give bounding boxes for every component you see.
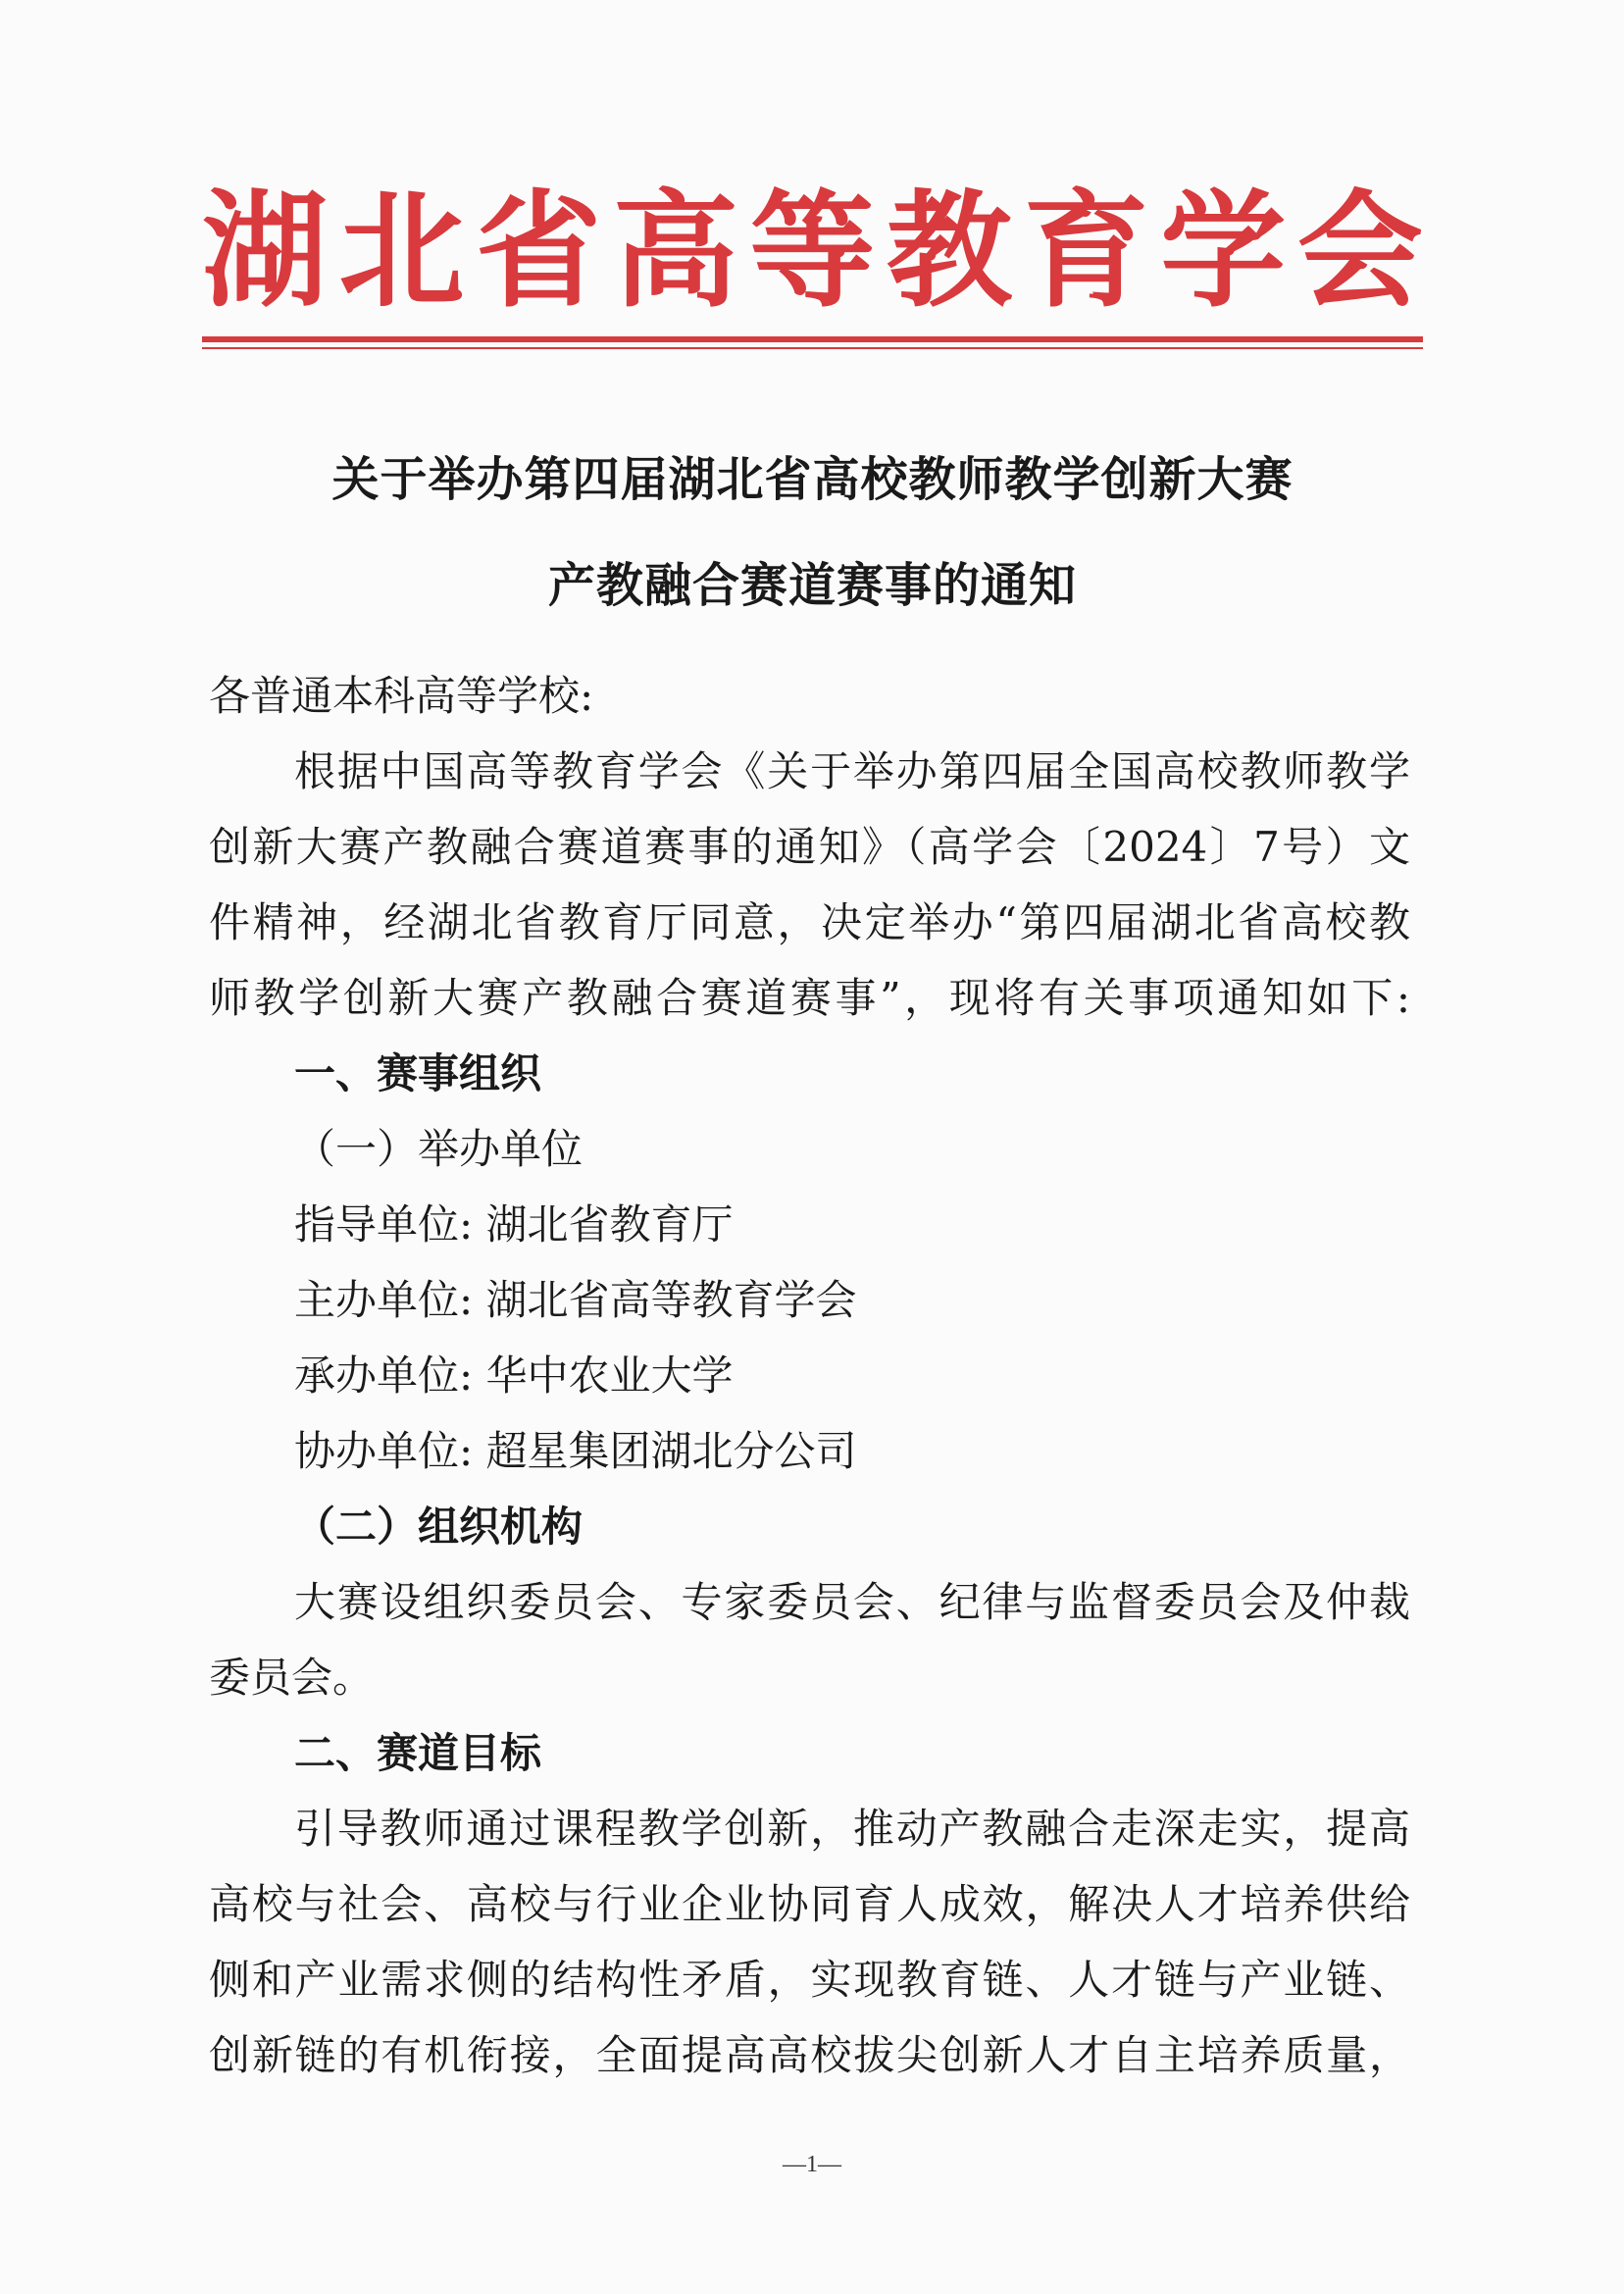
letterhead-rule-thick — [202, 336, 1423, 342]
letterhead-char: 教 — [887, 178, 1013, 325]
letterhead-char: 学 — [1160, 178, 1287, 325]
paragraph-line: 大赛设组织委员会、专家委员会、纪律与监督委员会及仲裁 — [294, 1578, 1410, 1626]
document-title-line-2: 产教融合赛道赛事的通知 — [547, 558, 1077, 613]
list-item: 承办单位: 华中农业大学 — [294, 1351, 734, 1400]
section-heading: 一、赛事组织 — [294, 1049, 542, 1097]
document-title-line-1: 关于举办第四届湖北省高校教师教学创新大赛 — [331, 452, 1294, 507]
letterhead-char: 育 — [1023, 178, 1149, 325]
paragraph-line: 根据中国高等教育学会《关于举办第四届全国高校教师教学 — [294, 747, 1410, 795]
paragraph-line: 委员会。 — [209, 1654, 375, 1702]
paragraph-line: 侧和产业需求侧的结构性矛盾，实现教育链、人才链与产业链、 — [209, 1956, 1410, 2004]
paragraph-line: 创新链的有机衔接，全面提高高校拔尖创新人才自主培养质量， — [209, 2031, 1410, 2079]
letterhead-title — [202, 173, 1423, 330]
page-number: —1— — [783, 2152, 841, 2177]
subsection-heading: （一）举办单位 — [294, 1125, 584, 1173]
letterhead-char: 会 — [1296, 178, 1423, 325]
section-heading: 二、赛道目标 — [294, 1729, 542, 1777]
list-item: 指导单位: 湖北省教育厅 — [294, 1200, 734, 1249]
paragraph-line: 创新大赛产教融合赛道赛事的通知》（高学会〔2024〕7号）文 — [209, 823, 1410, 871]
letterhead-rule-thin — [202, 347, 1423, 349]
letterhead-char: 湖 — [202, 178, 329, 325]
paragraph-line: 师教学创新大赛产教融合赛道赛事”，现将有关事项通知如下: — [209, 974, 1410, 1022]
letterhead-char: 北 — [338, 178, 465, 325]
paragraph-line: 引导教师通过课程教学创新，推动产教融合走深走实，提高 — [294, 1805, 1410, 1853]
subsection-heading: （二）组织机构 — [294, 1503, 584, 1551]
list-item: 主办单位: 湖北省高等教育学会 — [294, 1276, 857, 1324]
letterhead-char: 等 — [749, 178, 876, 325]
salutation: 各普通本科高等学校: — [209, 672, 594, 720]
paragraph-line: 件精神，经湖北省教育厅同意，决定举办“第四届湖北省高校教 — [209, 898, 1410, 946]
letterhead-char: 省 — [476, 178, 602, 325]
letterhead-char: 高 — [612, 178, 738, 325]
list-item: 协办单位: 超星集团湖北分公司 — [294, 1427, 857, 1475]
paragraph-line: 高校与社会、高校与行业企业协同育人成效，解决人才培养供给 — [209, 1880, 1410, 1928]
